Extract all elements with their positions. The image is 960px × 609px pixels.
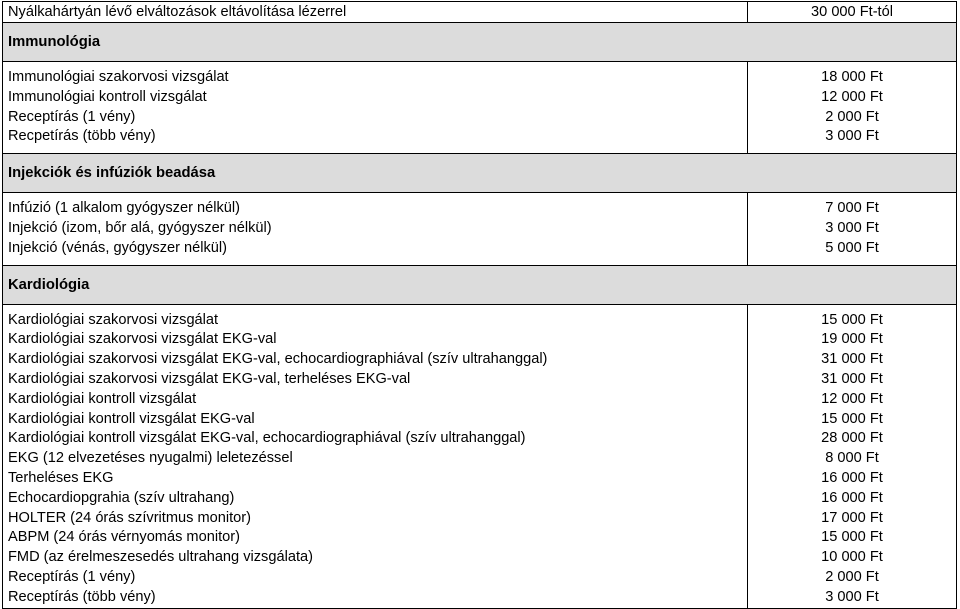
section-body-injekciok xyxy=(2,193,957,264)
section-title: Immunológia xyxy=(2,23,748,61)
service-price: 2 000 Ft xyxy=(825,108,879,125)
service-price: 18 000 Ft xyxy=(821,69,883,85)
service-price: 12 000 Ft xyxy=(821,88,883,105)
service-name: Kardiológiai kontroll vizsgálat EKG-val xyxy=(8,410,255,427)
service-price: 16 000 Ft xyxy=(821,489,883,506)
service-name: Recpetírás (több vény) xyxy=(8,128,156,145)
section-body-kardiologia xyxy=(2,305,957,609)
service-name: HOLTER (24 órás szívritmus monitor) xyxy=(8,509,252,526)
service-name: Receptírás (több vény) xyxy=(8,588,156,605)
service-price: 3 000 Ft xyxy=(825,128,879,145)
name-column xyxy=(2,193,748,264)
service-price: 30 000 Ft-tól xyxy=(748,2,957,22)
service-name: Nyálkahártyán lévő elváltozások eltávolítása lézerrel xyxy=(2,2,748,22)
service-name: Kardiológiai szakorvosi vizsgálat xyxy=(8,311,219,328)
service-name: Receptírás (1 vény) xyxy=(8,568,136,585)
service-price: 28 000 Ft xyxy=(821,430,883,447)
service-name: Kardiológiai kontroll vizsgálat EKG-val, echocardiographiával (szív ultrahanggal) xyxy=(8,430,526,447)
service-name: Infúzió (1 alkalom gyógyszer nélkül) xyxy=(8,200,240,217)
service-price: 2 000 Ft xyxy=(825,568,879,585)
section-title: Kardiológia xyxy=(2,266,748,304)
service-name: Kardiológiai szakorvosi vizsgálat EKG-val xyxy=(8,331,277,348)
price-column xyxy=(748,62,957,153)
section-header-price-cell xyxy=(748,23,957,61)
name-column xyxy=(2,62,748,153)
service-name: EKG (12 elvezetéses nyugalmi) leletezéssel xyxy=(8,450,293,467)
service-name: Injekció (vénás, gyógyszer nélkül) xyxy=(8,239,228,256)
service-name: ABPM (24 órás vérnyomás monitor) xyxy=(8,529,240,546)
service-price: 12 000 Ft xyxy=(821,390,883,407)
service-name: FMD (az érelmeszesedés ultrahang vizsgálata) xyxy=(8,549,313,566)
service-price: 15 000 Ft xyxy=(821,410,883,427)
section-header-price-cell xyxy=(748,266,957,304)
service-name: Kardiológiai szakorvosi vizsgálat EKG-val, echocardiographiával (szív ultrahanggal) xyxy=(8,351,548,368)
service-price: 31 000 Ft xyxy=(821,370,883,387)
top-item-row xyxy=(2,1,957,22)
name-column xyxy=(2,305,748,608)
price-column xyxy=(748,305,957,608)
price-list-table xyxy=(2,1,957,605)
service-price: 8 000 Ft xyxy=(825,450,879,467)
section-header-kardiologia xyxy=(2,265,957,305)
service-name: Injekció (izom, bőr alá, gyógyszer nélkül) xyxy=(8,219,272,236)
price-column xyxy=(748,193,957,264)
service-price: 5 000 Ft xyxy=(825,239,879,256)
service-name: Receptírás (1 vény) xyxy=(8,108,136,125)
service-name: Immunológiai szakorvosi vizsgálat xyxy=(8,69,229,85)
service-name: Echocardiopgrahia (szív ultrahang) xyxy=(8,489,235,506)
service-price: 10 000 Ft xyxy=(821,549,883,566)
service-price: 31 000 Ft xyxy=(821,351,883,368)
service-name: Kardiológiai szakorvosi vizsgálat EKG-val, terheléses EKG-val xyxy=(8,370,411,387)
service-name: Kardiológiai kontroll vizsgálat xyxy=(8,390,197,407)
section-title: Injekciók és infúziók beadása xyxy=(2,154,748,192)
service-price: 17 000 Ft xyxy=(821,509,883,526)
service-price: 15 000 Ft xyxy=(821,311,883,328)
section-header-price-cell xyxy=(748,154,957,192)
section-header-immunologia xyxy=(2,22,957,62)
service-price: 3 000 Ft xyxy=(825,219,879,236)
service-price: 3 000 Ft xyxy=(825,588,879,605)
service-name: Terheléses EKG xyxy=(8,469,114,486)
service-price: 15 000 Ft xyxy=(821,529,883,546)
service-price: 16 000 Ft xyxy=(821,469,883,486)
service-price: 19 000 Ft xyxy=(821,331,883,348)
service-name: Immunológiai kontroll vizsgálat xyxy=(8,88,207,105)
section-header-injekciok xyxy=(2,153,957,193)
service-price: 7 000 Ft xyxy=(825,200,879,217)
section-body-immunologia xyxy=(2,62,957,153)
